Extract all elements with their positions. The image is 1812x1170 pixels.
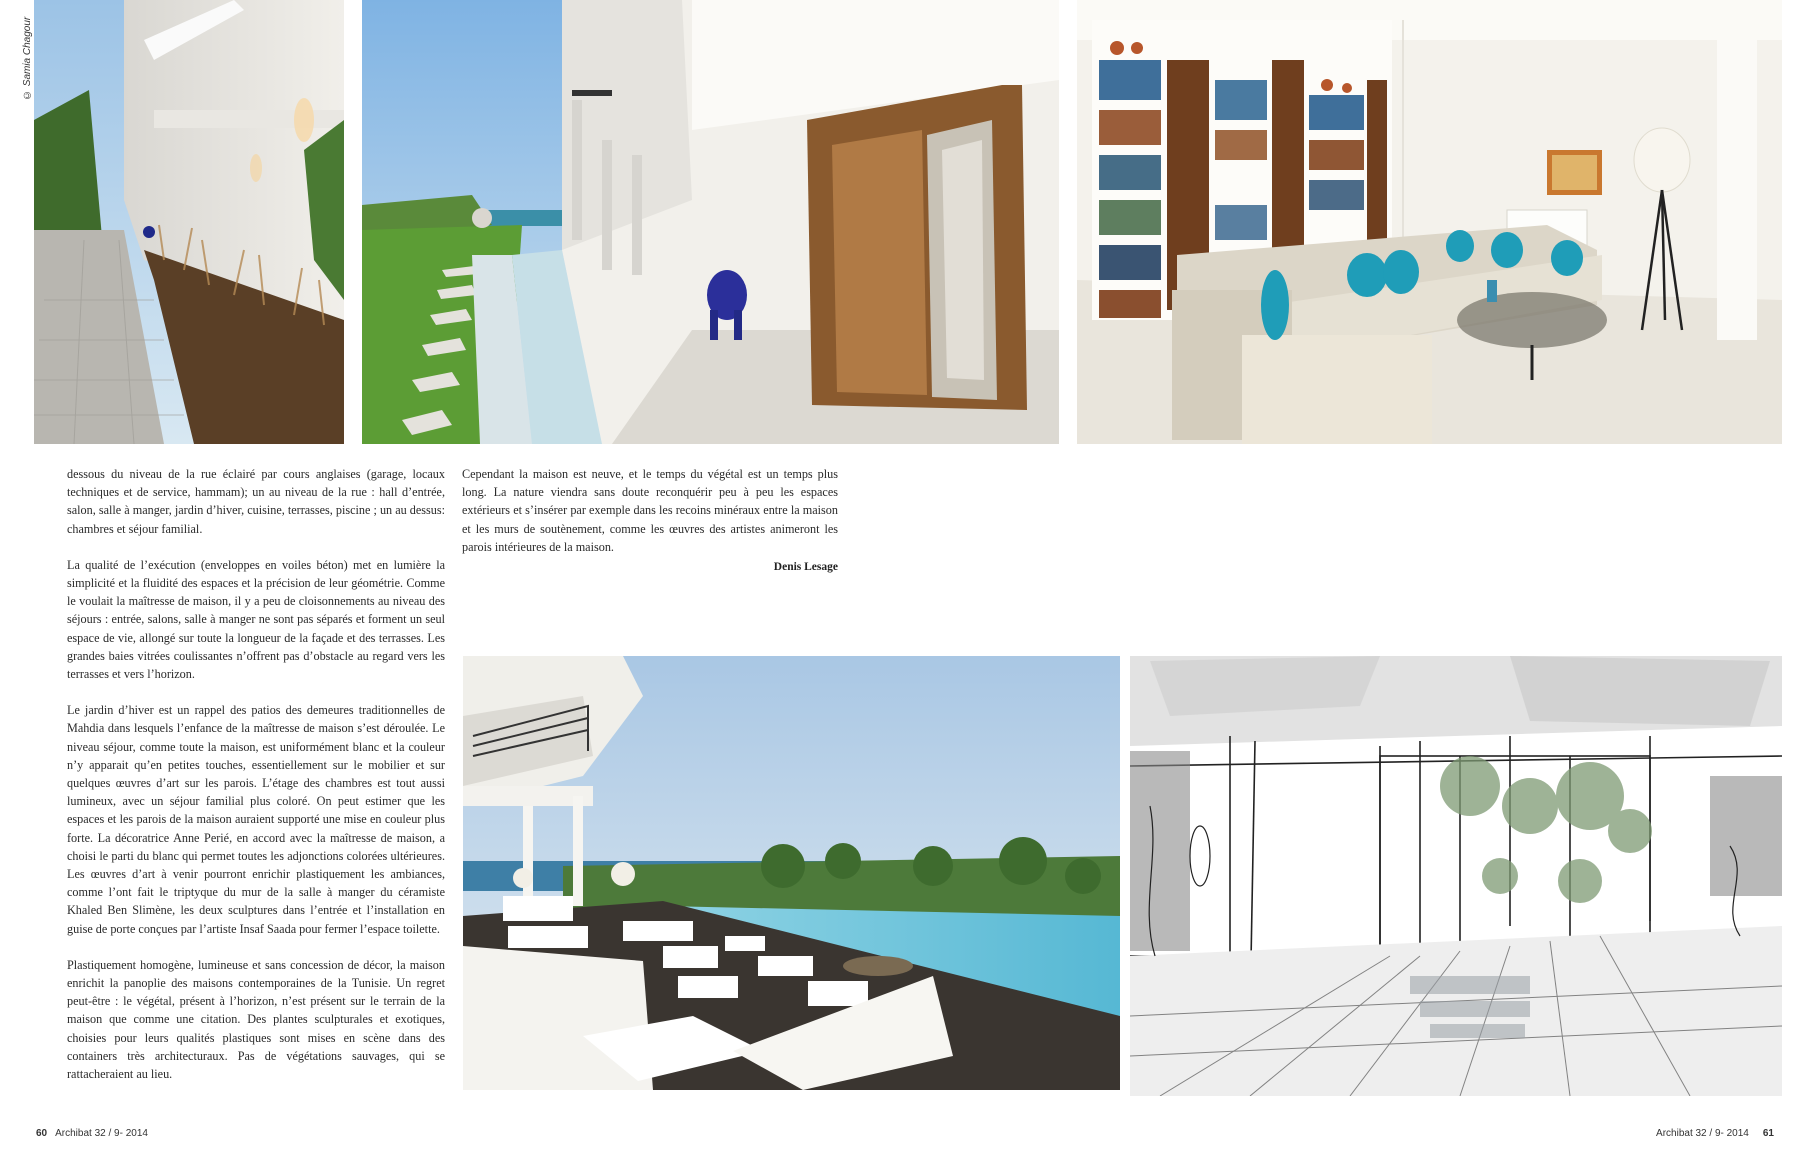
text-column-right (462, 465, 838, 574)
footer-left (36, 1128, 148, 1139)
paragraph: Cependant la maison est neuve, et le temps du végétal est un temps plus long. La nature viendra sans doute reconquérir peu à peu les espaces extérieurs et s’insérer par exemple dans les recoins minéraux entre la maison et les murs de soutènement, comme les œuvres des artistes animeront les parois intérieures de la maison. (462, 467, 838, 554)
photo-credit: © Samia Chagour (22, 16, 33, 100)
magazine-issue: Archibat 32 / 9- 2014 (1656, 1128, 1749, 1139)
author-signature: Denis Lesage (773, 561, 838, 573)
pool-terrace-photo (463, 656, 1120, 1090)
winter-garden-sketch (1130, 656, 1782, 1096)
paragraph: Le jardin d’hiver est un rappel des patios des demeures traditionnelles de Mahdia dans lesquels l’enfance de la maîtresse de maison s’est déroulée. Le niveau séjour, comme toute la maison, est uniformément blanc et la couleur n’y apparait qu’en petites touches, essentiellement sur le mobilier et sur quelques œuvres d’art sur les parois. L’étage des chambres est tout aussi lumineux, avec un séjour familial plus coloré. On peut estimer que les espaces et les parois de la maison auraient supporté une mise en couleur plus forte. La décoratrice Anne Perié, en accord avec la maîtresse de maison, a choisi le parti du blanc qui permet toutes les adjonctions colorées ultérieures. Les œuvres d’art à venir pourront enrichir plastiquement les ambiances, comme l’ont fait le triptyque du mur de la salle à manger du céramiste Khaled Ben Slimène, les deux sculptures dans l’entrée et l’installation en guise de porte conçues par l’artiste Insaf Saada pour fermer l’espace toilette. (67, 703, 445, 936)
paragraph: Plastiquement homogène, lumineuse et sans concession de décor, la maison enrichit la panoplie des maisons contemporaines de la Tunisie. Un regret peut-être : le végétal, présent à l’horizon, n’est présent sur le terrain de la maison que comme une citation. Des plantes sculpturales et exotiques, choisies pour leurs qualités plastiques sont mises en scène dans des containers très architecturaux. Pas de végétations sauvages, qui se rattacheraient au lieu. (67, 957, 445, 1082)
paragraph: La qualité de l’exécution (enveloppes en voiles béton) met en lumière la simplicité et la fluidité des espaces et la précision de leur géométrie. Comme le voulait la maîtresse de maison, il y a peu de cloisonnements au niveau des séjours : entrée, salons, salle à manger ne sont pas séparés et forment un seul espace de vie, allongé sur toute la longueur de la façade et des terrasses. Les grandes baies vitrées coulissantes n’offrent pas d’obstacle au regard vers les terrasses et vers l’horizon. (67, 557, 445, 682)
living-room-photo (1077, 0, 1782, 444)
exterior-walkway-photo (34, 0, 344, 444)
page-number: 60 (36, 1128, 48, 1139)
paragraph: dessous du niveau de la rue éclairé par cours anglaises (garage, locaux techniques et de service, hammam); un au niveau de la rue : hall d’entrée, salon, salle à manger, jardin d’hiver, cuisine, terrasses, piscine ; un au dessus: chambres et séjour familial. (67, 467, 445, 536)
footer-right (1656, 1128, 1774, 1139)
entrance-porch-photo (362, 0, 1059, 444)
magazine-issue: Archibat 32 / 9- 2014 (55, 1128, 148, 1139)
text-column-left (67, 465, 445, 1101)
page-number: 61 (1762, 1128, 1774, 1139)
